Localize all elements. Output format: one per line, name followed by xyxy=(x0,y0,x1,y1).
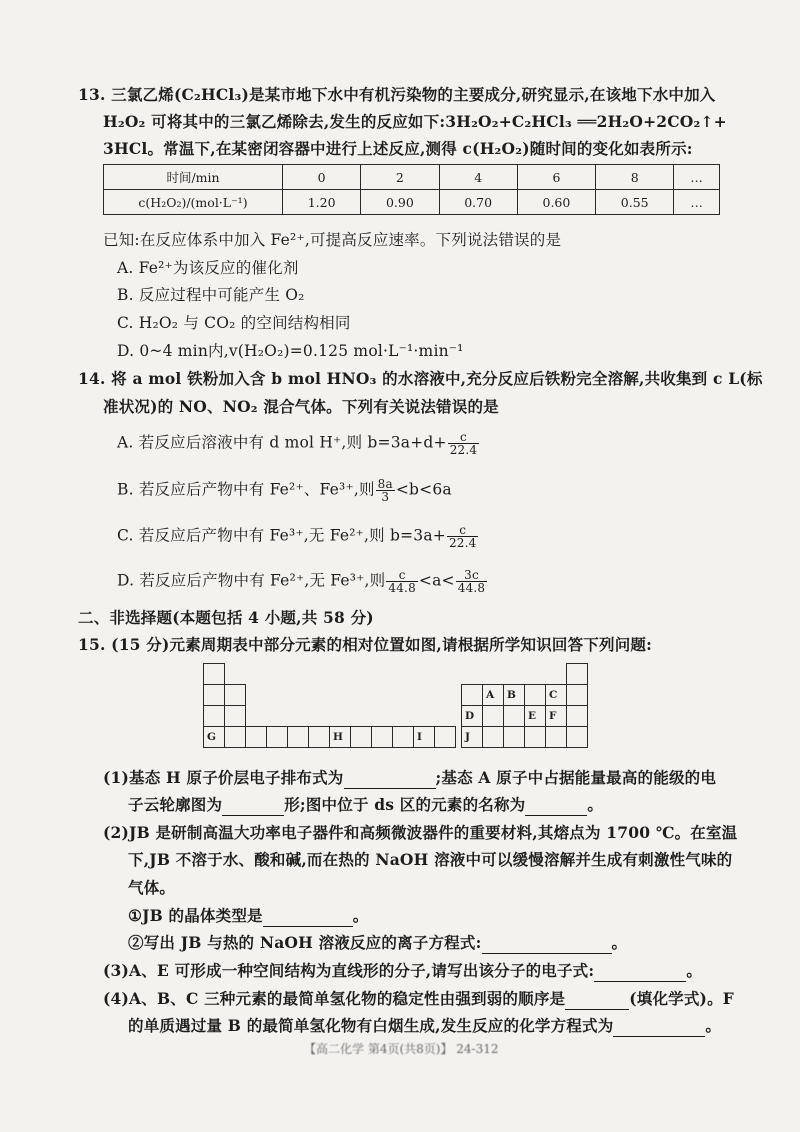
answer-blank[interactable] xyxy=(482,953,612,954)
pt-cell xyxy=(545,705,567,727)
table-cell: 0.90 xyxy=(361,190,439,215)
pt-cell xyxy=(434,726,456,748)
answer-blank[interactable] xyxy=(222,815,284,816)
q14-option-c-text: C. 若反应后产物中有 Fe³⁺,无 Fe²⁺,则 b=3a+ xyxy=(117,526,446,545)
pt-cell xyxy=(482,684,504,706)
q14-line2: 准状况)的 NO、NO₂ 混合气体。下列有关说法错误的是 xyxy=(103,397,499,416)
table-cell: 4 xyxy=(439,165,517,190)
section-2-heading: 二、非选择题(本题包括 4 小题,共 58 分) xyxy=(78,608,374,627)
table-row xyxy=(104,190,720,215)
element-d: D xyxy=(465,710,475,722)
fraction: $\frac{c}{44.8}$ xyxy=(388,568,416,595)
table-cell: c(H₂O₂)/(mol·L⁻¹) xyxy=(104,190,283,215)
pt-cell xyxy=(524,684,546,706)
pt-cell xyxy=(392,726,414,748)
answer-blank[interactable] xyxy=(344,788,436,789)
fraction: $\frac{8a}{3}$ xyxy=(377,477,393,504)
pt-cell xyxy=(524,726,546,748)
pt-cell xyxy=(461,705,483,727)
pt-cell xyxy=(524,705,546,727)
pt-cell xyxy=(203,705,225,727)
table-cell: 0.55 xyxy=(596,190,674,215)
q15-part1-line1: (1)基态 H 原子价层电子排布式为 ;基态 A 原子中占据能量最高的能级的电 xyxy=(103,768,717,787)
pt-cell xyxy=(566,726,588,748)
pt-cell xyxy=(203,663,225,685)
pt-cell xyxy=(266,726,288,748)
q14-option-a-text: A. 若反应后溶液中有 d mol H⁺,则 b=3a+d+ xyxy=(117,433,447,452)
q13-option-d: D. 0~4 min内,v(H₂O₂)=0.125 mol·L⁻¹·min⁻¹ xyxy=(117,342,464,360)
q14-option-d-text: D. 若反应后产物中有 Fe²⁺,无 Fe³⁺,则 xyxy=(117,571,386,590)
fraction: $\frac{c}{22.4}$ xyxy=(448,523,477,550)
answer-blank[interactable] xyxy=(565,1009,629,1010)
pt-cell xyxy=(566,705,588,727)
element-a: A xyxy=(486,689,495,701)
q15-part2-line1: (2)JB 是研制高温大功率电子器件和高频微波器件的重要材料,其熔点为 1700 ℃。在室温 xyxy=(103,823,738,842)
q13-data-table xyxy=(103,164,720,215)
pt-cell xyxy=(371,726,393,748)
pt-cell xyxy=(245,726,267,748)
element-i: I xyxy=(417,731,422,743)
q13-line3: 3HCl。常温下,在某密闭容器中进行上述反应,测得 c(H₂O₂)随时间的变化如表所示: xyxy=(103,139,693,158)
table-cell: 8 xyxy=(596,165,674,190)
pt-cell xyxy=(224,705,246,727)
pt-cell xyxy=(566,663,588,685)
pt-cell xyxy=(329,726,351,748)
q14-option-b-text: B. 若反应后产物中有 Fe²⁺、Fe³⁺,则 xyxy=(117,480,375,499)
q14-option-d xyxy=(117,569,488,594)
q15-part2-line3: 气体。 xyxy=(128,878,176,897)
pt-cell xyxy=(482,726,504,748)
pt-cell xyxy=(224,726,246,748)
q14-line1: 14. 将 a mol 铁粉加入含 b mol HNO₃ 的水溶液中,充分反应后铁粉完全溶解,共收集到 c L(标 xyxy=(78,369,763,388)
table-cell: 0.60 xyxy=(517,190,595,215)
table-cell: … xyxy=(674,190,720,215)
element-c: C xyxy=(549,689,558,701)
answer-blank[interactable] xyxy=(613,1036,705,1037)
q15-part3: (3)A、E 可形成一种空间结构为直线形的分子,请写出该分子的电子式: 。 xyxy=(103,961,703,980)
q13-option-a: A. Fe²⁺为该反应的催化剂 xyxy=(117,259,299,277)
fraction: $\frac{3c}{44.8}$ xyxy=(457,568,486,595)
table-row xyxy=(104,165,720,190)
q15-part2-sub2: ②写出 JB 与热的 NaOH 溶液反应的离子方程式: 。 xyxy=(128,933,628,952)
table-cell: 时间/min xyxy=(104,165,283,190)
table-cell: 0 xyxy=(283,165,361,190)
q13-option-c: C. H₂O₂ 与 CO₂ 的空间结构相同 xyxy=(117,314,351,332)
pt-cell xyxy=(566,684,588,706)
q15-part4-line2: 的单质遇过量 B 的最简单氢化物有白烟生成,发生反应的化学方程式为 。 xyxy=(128,1016,722,1035)
pt-cell xyxy=(461,684,483,706)
pt-cell xyxy=(503,684,525,706)
answer-blank[interactable] xyxy=(525,815,587,816)
element-g: G xyxy=(207,731,216,743)
q13-known: 已知:在反应体系中加入 Fe²⁺,可提高反应速率。下列说法错误的是 xyxy=(103,231,562,249)
table-cell: … xyxy=(674,165,720,190)
element-f: F xyxy=(549,710,557,722)
pt-cell xyxy=(545,726,567,748)
q14-option-b xyxy=(117,478,452,503)
q13-option-b: B. 反应过程中可能产生 O₂ xyxy=(117,286,305,304)
table-cell: 0.70 xyxy=(439,190,517,215)
page-footer: 【高二化学 第4页(共8页)】 24-312 xyxy=(304,1042,499,1056)
element-b: B xyxy=(507,689,516,701)
pt-cell xyxy=(413,726,435,748)
pt-cell xyxy=(308,726,330,748)
pt-cell xyxy=(287,726,309,748)
answer-blank[interactable] xyxy=(594,981,686,982)
pt-cell xyxy=(203,726,225,748)
q14-option-a xyxy=(117,431,480,456)
q13-line1: 13. 三氯乙烯(C₂HCl₃)是某市地下水中有机污染物的主要成分,研究显示,在该地下水中加入 xyxy=(78,85,716,104)
pt-cell xyxy=(503,705,525,727)
table-cell: 2 xyxy=(361,165,439,190)
pt-cell xyxy=(350,726,372,748)
fraction: $\frac{c}{22.4}$ xyxy=(449,430,478,457)
pt-cell xyxy=(482,705,504,727)
element-h: H xyxy=(333,731,343,743)
periodic-table-diagram xyxy=(203,663,575,757)
answer-blank[interactable] xyxy=(263,926,353,927)
element-e: E xyxy=(528,710,537,722)
q14-option-b-tail: <b<6a xyxy=(395,480,452,499)
element-j: J xyxy=(465,731,470,743)
q15-part4-line1: (4)A、B、C 三种元素的最简单氢化物的稳定性由强到弱的顺序是 (填化学式)。F xyxy=(103,989,734,1008)
q13-line2: H₂O₂ 可将其中的三氯乙烯除去,发生的反应如下:3H₂O₂+C₂HCl₃ ══2H₂O+2CO₂↑+ xyxy=(103,112,727,131)
pt-cell xyxy=(461,726,483,748)
pt-cell xyxy=(503,726,525,748)
q14-option-c xyxy=(117,524,479,549)
table-cell: 1.20 xyxy=(283,190,361,215)
q15-part1-line2: 子云轮廓图为 形;图中位于 ds 区的元素的名称为 。 xyxy=(128,795,604,814)
pt-cell xyxy=(224,684,246,706)
q15-part2-sub1: ①JB 的晶体类型是 。 xyxy=(128,906,369,925)
table-cell: 6 xyxy=(517,165,595,190)
q15-part2-line2: 下,JB 不溶于水、酸和碱,而在热的 NaOH 溶液中可以缓慢溶解并生成有刺激性气味的 xyxy=(128,850,733,869)
q15-intro: 15. (15 分)元素周期表中部分元素的相对位置如图,请根据所学知识回答下列问题: xyxy=(78,635,653,654)
pt-cell xyxy=(545,684,567,706)
pt-cell xyxy=(203,684,225,706)
q14-option-d-mid: <a< xyxy=(418,571,455,590)
